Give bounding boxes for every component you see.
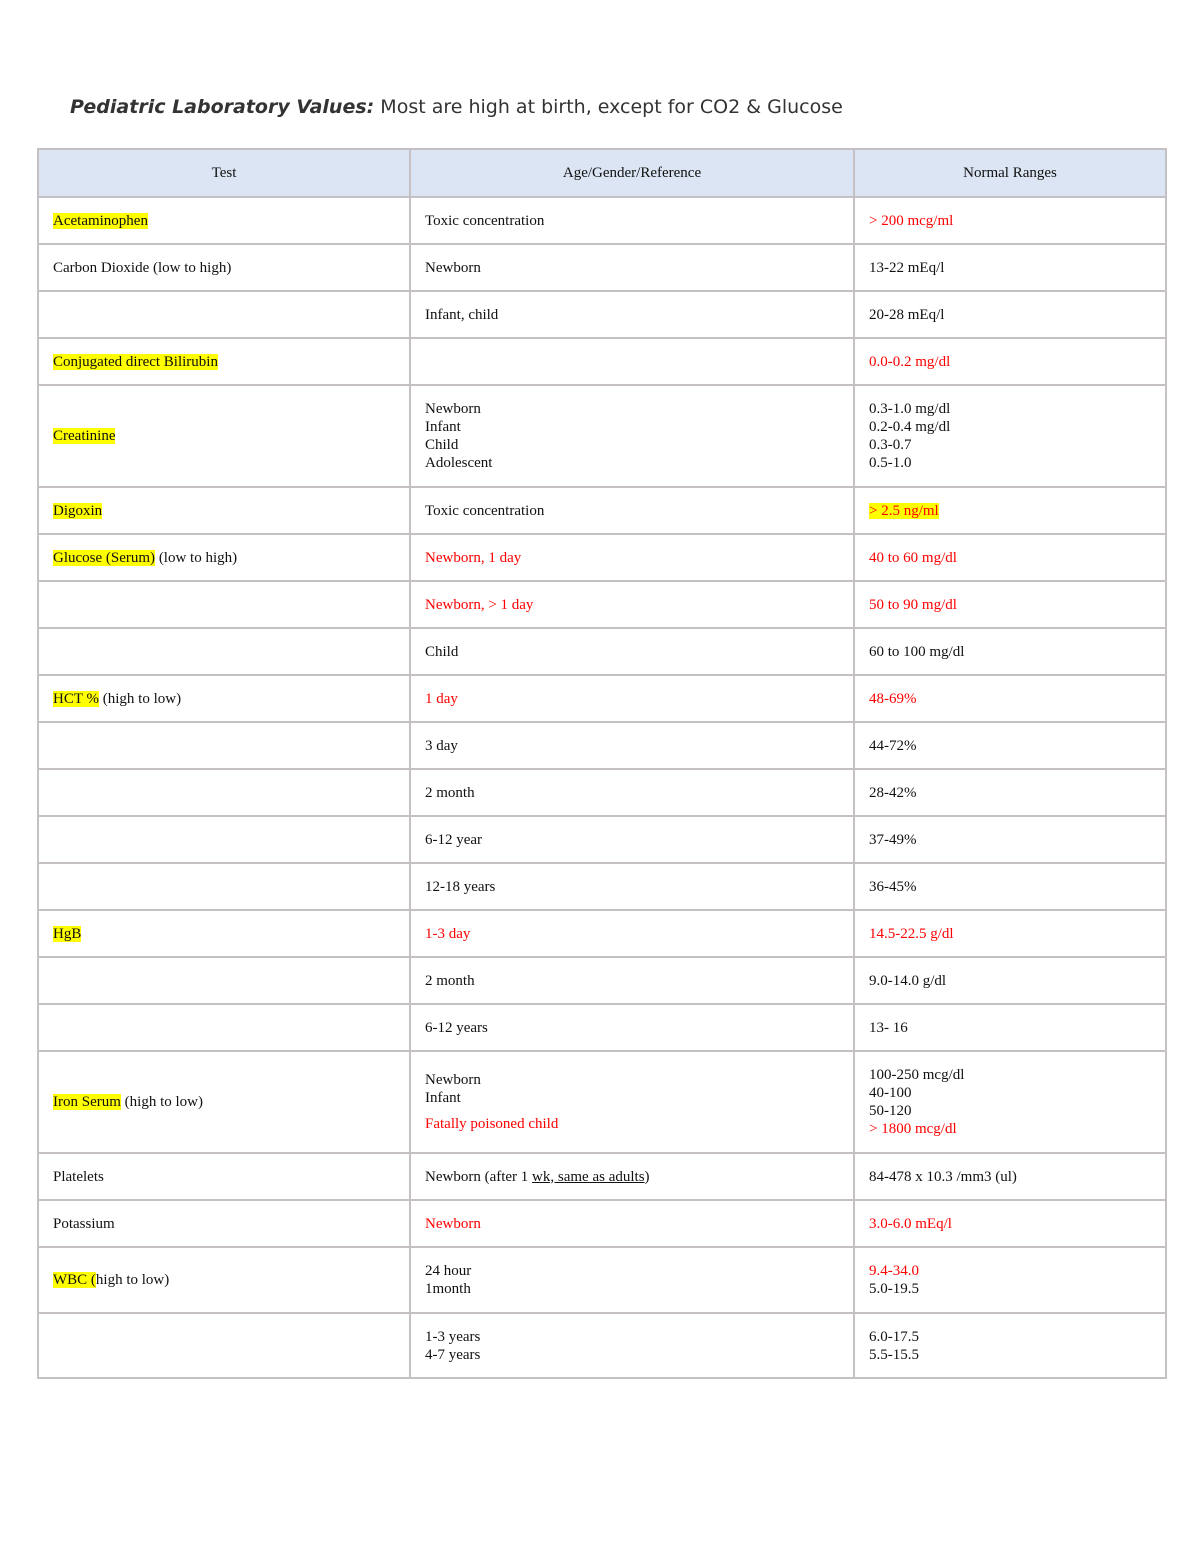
age-reference: 1-3 day	[425, 925, 471, 942]
test-name: WBC (	[53, 1272, 96, 1288]
table-row	[38, 291, 1166, 338]
age-reference: 1-3 years	[425, 1328, 481, 1345]
table-row	[38, 1004, 1166, 1051]
table-row	[38, 338, 1166, 385]
age-reference: Infant	[425, 419, 461, 435]
normal-range: 13- 16	[869, 1019, 908, 1036]
table-row	[38, 675, 1166, 722]
normal-range: 60 to 100 mg/dl	[869, 643, 965, 660]
normal-range: 20-28 mEq/l	[869, 306, 945, 323]
normal-range: 9.0-14.0 g/dl	[869, 972, 947, 989]
page-title-subtitle: Most are high at birth, except for CO2 & Glucose	[380, 96, 843, 118]
normal-range: 36-45%	[869, 878, 917, 895]
table-row	[38, 1153, 1166, 1200]
normal-range: 3.0-6.0 mEq/l	[869, 1215, 952, 1232]
table-row	[38, 1313, 1166, 1378]
table-row	[38, 816, 1166, 863]
test-name: Potassium	[53, 1215, 115, 1232]
age-reference: Newborn	[425, 1072, 481, 1088]
normal-range: 0.3-1.0 mg/dl	[869, 401, 951, 417]
table-row	[38, 1200, 1166, 1247]
lab-values-table	[37, 148, 1167, 1379]
normal-range: > 1800 mcg/dl	[869, 1121, 957, 1137]
normal-range: 48-69%	[869, 690, 917, 707]
normal-range: 0.0-0.2 mg/dl	[869, 353, 951, 370]
normal-range: 13-22 mEq/l	[869, 259, 945, 276]
test-name: Platelets	[53, 1168, 104, 1185]
normal-range: 40 to 60 mg/dl	[869, 549, 957, 566]
age-reference: 2 month	[425, 784, 475, 801]
age-reference: Child	[425, 437, 459, 453]
age-reference: 1 day	[425, 690, 458, 707]
normal-range: > 200 mcg/ml	[869, 212, 954, 229]
age-reference: Fatally poisoned child	[425, 1116, 559, 1132]
table-row	[38, 628, 1166, 675]
age-reference: Newborn	[425, 1215, 481, 1232]
age-reference: 1month	[425, 1281, 471, 1297]
age-reference: Infant, child	[425, 306, 499, 323]
age-reference: 6-12 years	[425, 1019, 488, 1036]
age-reference: Newborn (after 1	[425, 1168, 533, 1185]
test-note: high to low)	[95, 1272, 170, 1288]
age-reference: Newborn	[425, 401, 481, 417]
table-row	[38, 197, 1166, 244]
table-row	[38, 1247, 1166, 1313]
age-reference-underlined: wk, same as adults	[532, 1168, 645, 1185]
page-title-lead: Pediatric Laboratory Values:	[70, 96, 375, 118]
test-name: Carbon Dioxide (low to high)	[53, 259, 232, 276]
normal-range: 37-49%	[869, 831, 917, 848]
normal-range: 5.5-15.5	[869, 1346, 919, 1363]
page-title	[70, 96, 843, 118]
age-reference-end: )	[644, 1168, 650, 1185]
normal-range: 84-478 x 10.3 /mm3 (ul)	[869, 1168, 1017, 1185]
normal-range: 100-250 mcg/dl	[869, 1067, 965, 1083]
test-note: (low to high)	[155, 549, 238, 566]
normal-range: 44-72%	[869, 737, 917, 754]
normal-range: 50-120	[869, 1103, 912, 1119]
normal-range: 5.0-19.5	[869, 1281, 919, 1297]
age-reference: 24 hour	[425, 1263, 472, 1279]
age-reference: Newborn, 1 day	[425, 549, 522, 566]
age-reference: 12-18 years	[425, 878, 496, 895]
normal-range: 0.2-0.4 mg/dl	[869, 419, 951, 435]
normal-range: 6.0-17.5	[869, 1328, 919, 1345]
normal-range: 28-42%	[869, 784, 917, 801]
table-header-row	[38, 149, 1166, 197]
table-row	[38, 487, 1166, 534]
normal-range: 50 to 90 mg/dl	[869, 596, 957, 613]
test-name: HCT %	[53, 690, 99, 707]
test-name: Glucose (Serum)	[53, 549, 156, 566]
table-row	[38, 385, 1166, 487]
table-row	[38, 1051, 1166, 1153]
table-row	[38, 863, 1166, 910]
test-name: Digoxin	[53, 502, 103, 519]
normal-range: 0.3-0.7	[869, 437, 912, 453]
age-reference: Newborn	[425, 259, 481, 276]
test-note: (high to low)	[120, 1094, 203, 1110]
test-name: Acetaminophen	[53, 212, 148, 229]
test-name: Conjugated direct Bilirubin	[53, 353, 218, 370]
age-reference: 4-7 years	[425, 1346, 481, 1363]
normal-range: > 2.5 ng/ml	[869, 502, 939, 519]
header-test: Test	[38, 149, 410, 197]
table-row	[38, 534, 1166, 581]
normal-range: 9.4-34.0	[869, 1263, 919, 1279]
test-note: (high to low)	[98, 690, 182, 707]
table-row	[38, 722, 1166, 769]
age-reference: Adolescent	[425, 455, 493, 471]
age-reference: 6-12 year	[425, 831, 483, 848]
age-reference: Child	[425, 643, 459, 660]
table-row	[38, 910, 1166, 957]
table-row	[38, 581, 1166, 628]
table-row	[38, 957, 1166, 1004]
age-reference: Newborn, > 1 day	[425, 596, 534, 613]
table-row	[38, 769, 1166, 816]
age-reference: Toxic concentration	[425, 212, 545, 229]
age-reference: Infant	[425, 1090, 461, 1106]
normal-range: 14.5-22.5 g/dl	[869, 925, 954, 942]
test-name: Creatinine	[53, 428, 116, 444]
normal-range: 0.5-1.0	[869, 455, 912, 471]
normal-range: 40-100	[869, 1085, 912, 1101]
test-name: Iron Serum	[53, 1094, 121, 1110]
age-reference: Toxic concentration	[425, 502, 545, 519]
header-range: Normal Ranges	[854, 149, 1166, 197]
header-age: Age/Gender/Reference	[410, 149, 854, 197]
table-row	[38, 244, 1166, 291]
test-name: HgB	[53, 925, 82, 942]
age-reference: 3 day	[425, 737, 458, 754]
age-reference: 2 month	[425, 972, 475, 989]
